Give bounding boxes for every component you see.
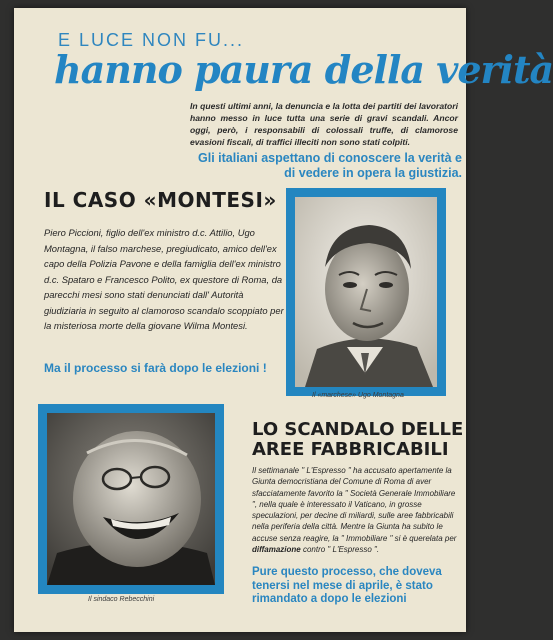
montesi-body: Piero Piccioni, figlio dell'ex ministro d.c. Attilio, Ugo Montagna, il falso marchese, pregiudicato, amico dell'ex capo della Polizia Pavone e della famiglia dell'ex ministro d.c. Spataro e Francesco Polito, ex questore di Roma, da parecchi mesi sono stati denunciati dall' Autorità giudiziaria in seguito al clamoroso scandalo scoppiato per la misteriosa morte della giovane Wilma Montesi. <box>44 227 284 331</box>
aree-body-end: contro " L'Espresso ". <box>300 545 380 555</box>
aree-body-text: Il settimanale " L'Espresso " ha accusato apertamente la Giunta democristiana del Comune di Roma di aver sfacciatamente favorito la " Società Generale Immobiliare ", nella quale è interessato il Vaticano, in grosse speculazioni, per decine di miliardi, sulle aree fabbricabili nella periferia della città. Mentre la Giunta ha subito le accuse senza reagire, la " Immobiliare " si è querelata per <box>252 466 457 543</box>
flyer-sheet <box>14 8 553 632</box>
rebecchini-caption: Il sindaco Rebecchini <box>88 596 155 603</box>
aree-heading: LO SCANDALO DELLE AREE FABBRICABILI <box>252 419 464 460</box>
montagna-portrait-image <box>295 197 437 387</box>
montagna-caption: Il «marchese» Ugo Montagna <box>312 392 404 399</box>
intro-highlight: Gli italiani aspettano di conoscere la verità e di vedere in opera la giustizia. <box>198 151 462 180</box>
intro-paragraph: In questi ultimi anni, la denuncia e la lotta dei partiti dei lavoratori hanno messo in luce tutta una serie di gravi scandali. Ancor oggi, però, i responsabili di colossali truffe, di clamorose evasioni fiscali, di traffici illeciti non sono stati colpiti. <box>190 101 458 147</box>
headline: hanno paura della verità <box>54 47 553 92</box>
rebecchini-photo <box>38 404 224 594</box>
montesi-highlight: Ma il processo si farà dopo le elezioni ! <box>44 361 267 375</box>
rebecchini-portrait-image <box>47 413 215 585</box>
aree-body-bold: diffamazione <box>252 545 301 555</box>
aree-highlight: Pure questo processo, che doveva tenersi nel mese di aprile, è stato rimandato a dopo le elezioni <box>252 566 442 605</box>
kicker-text: E LUCE NON FU... <box>58 30 245 50</box>
montagna-photo <box>286 188 446 396</box>
aree-body <box>252 465 462 555</box>
montesi-heading: IL CASO «MONTESI» <box>44 188 277 212</box>
